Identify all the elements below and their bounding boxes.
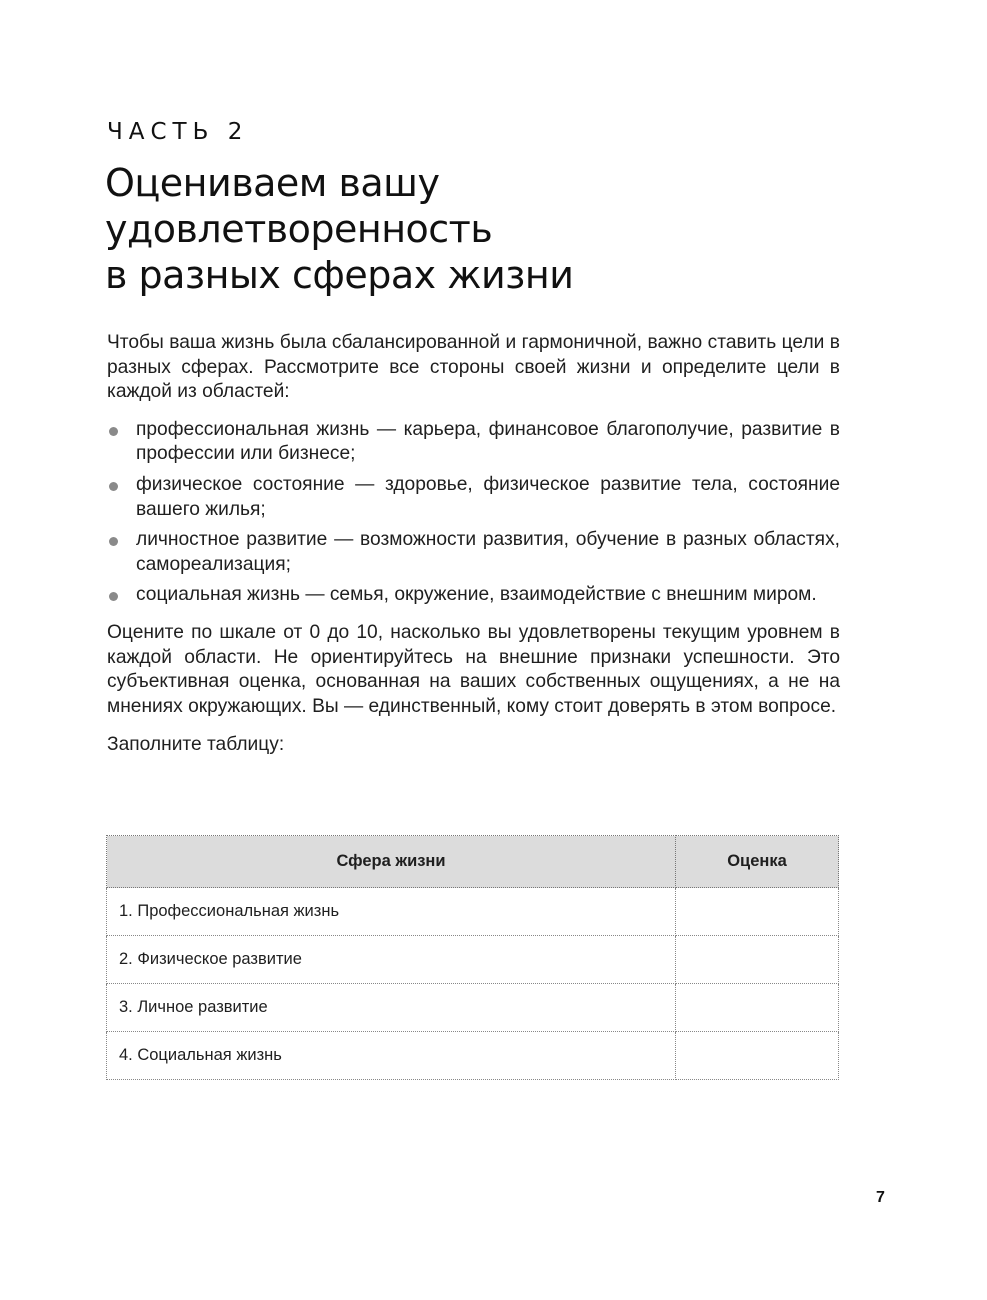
main-text [107, 331, 840, 758]
score-table [106, 835, 839, 1080]
score-cell[interactable] [676, 1032, 839, 1080]
title-line: в разных сферах жизни [105, 253, 574, 297]
table-row [107, 984, 839, 1032]
assessment-paragraph: Оцените по шкале от 0 до 10, насколько вы удовлетворены текущим уровнем в каждой области. Не ориентируйтесь на внешние признаки успешности. Это субъективная оценка, основанная на ваших собственных ощущениях, а не на мнениях окружающих. Вы — единственный, кому стоит доверять в этом вопросе. [107, 621, 840, 717]
list-item: личностное развитие — возможности развития, обучение в разных областях, самореализация; [107, 528, 840, 577]
score-cell[interactable] [676, 936, 839, 984]
header-score: Оценка [676, 836, 839, 888]
area-cell: 1. Профессиональная жизнь [107, 888, 676, 936]
spheres-list [107, 418, 840, 608]
area-cell: 3. Личное развитие [107, 984, 676, 1032]
part-label: ЧАСТЬ 2 [107, 119, 249, 145]
score-table-wrapper [106, 835, 839, 1080]
page-number: 7 [876, 1189, 885, 1206]
table-row [107, 888, 839, 936]
list-item: социальная жизнь — семья, окружение, взаимодействие с внешним миром. [107, 583, 840, 608]
intro-paragraph: Чтобы ваша жизнь была сбалансированной и гармоничной, важно ставить цели в разных сферах. Рассмотрите все стороны своей жизни и определите цели в каждой из областей: [107, 332, 840, 403]
table-row [107, 1032, 839, 1080]
table-header-row [107, 836, 839, 888]
list-item: профессиональная жизнь — карьера, финансовое благополучие, развитие в профессии или бизнесе; [107, 418, 840, 467]
table-row [107, 936, 839, 984]
title-line: Оцениваем вашу [105, 161, 440, 205]
fill-prompt: Заполните таблицу: [107, 734, 285, 756]
page-title [105, 160, 865, 298]
area-cell: 2. Физическое развитие [107, 936, 676, 984]
area-cell: 4. Социальная жизнь [107, 1032, 676, 1080]
header-area: Сфера жизни [107, 836, 676, 888]
score-cell[interactable] [676, 984, 839, 1032]
score-cell[interactable] [676, 888, 839, 936]
list-item: физическое состояние — здоровье, физическое развитие тела, состояние вашего жилья; [107, 473, 840, 522]
title-line: удовлетворенность [105, 207, 493, 251]
